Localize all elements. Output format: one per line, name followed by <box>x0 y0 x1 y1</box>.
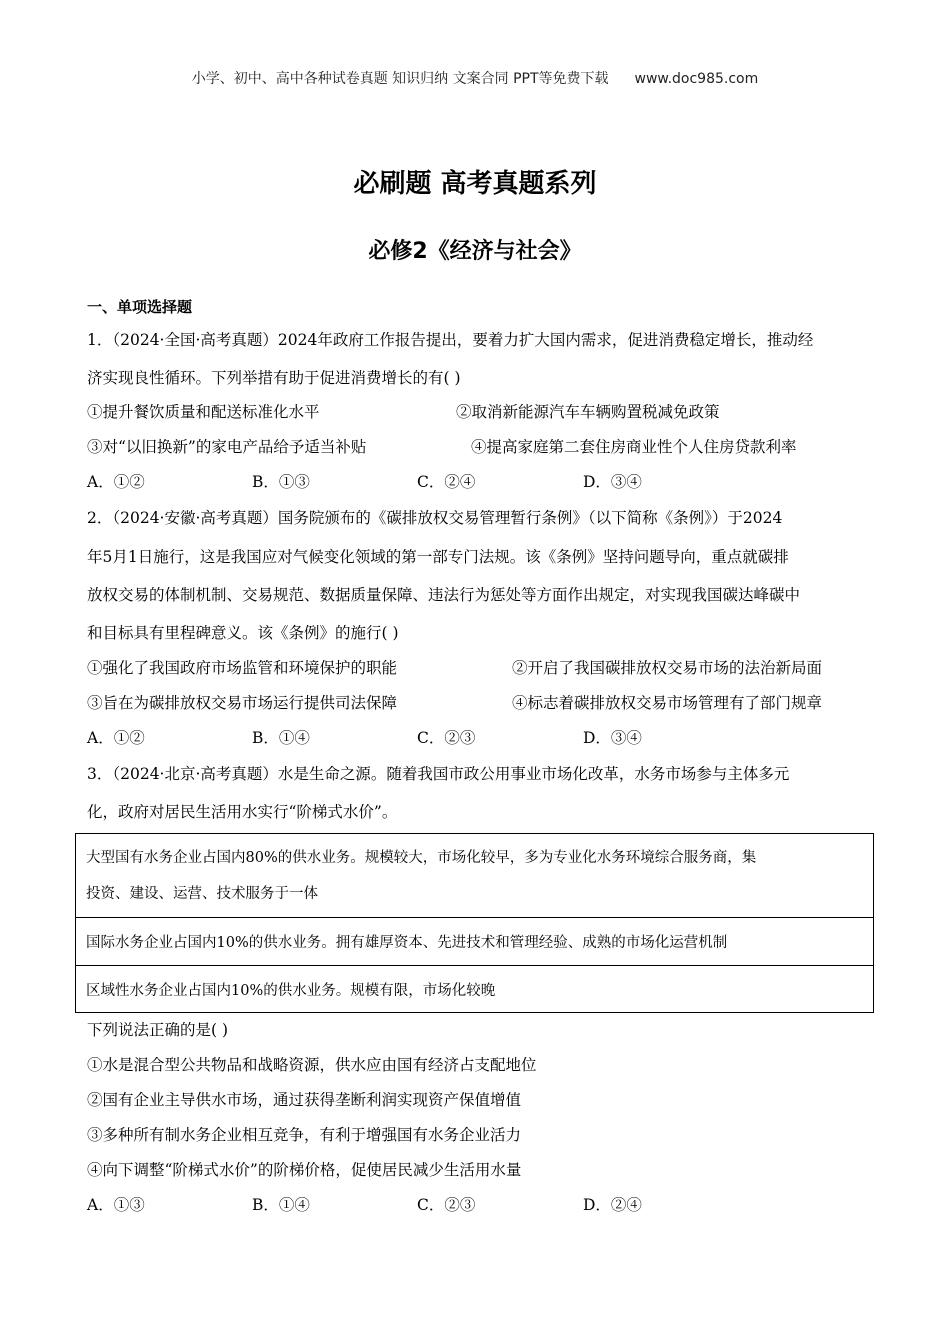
q1-item-3: ③对“以旧换新”的家电产品给予适当补贴 <box>87 438 367 456</box>
q3-item-4: ④向下调整“阶梯式水价”的阶梯价格，促使居民减少生活用水量 <box>87 1161 522 1179</box>
table-cell-line: 投资、建设、运营、技术服务于一体 <box>86 885 318 902</box>
header-text: 小学、初中、高中各种试卷真题 知识归纳 文案合同 PPT等免费下载 <box>191 71 609 87</box>
q2-choice-c[interactable]: C．②③ <box>417 729 476 747</box>
water-market-table <box>75 833 874 1013</box>
q2-stem-line-4: 和目标具有里程碑意义。该《条例》的施行( ) <box>87 624 399 642</box>
q3-item-3: ③多种所有制水务企业相互竞争，有利于增强国有水务企业活力 <box>87 1126 522 1144</box>
q2-item-1: ①强化了我国政府市场监管和环境保护的职能 <box>87 659 398 677</box>
q3-prompt: 下列说法正确的是( ) <box>87 1021 229 1039</box>
table-row <box>76 966 874 1013</box>
q2-choice-b[interactable]: B．①④ <box>252 729 310 747</box>
q2-choice-d[interactable]: D．③④ <box>583 729 642 747</box>
q3-choice-a[interactable]: A．①③ <box>87 1196 145 1214</box>
q1-choice-d[interactable]: D．③④ <box>583 473 642 491</box>
q1-choice-a[interactable]: A．①② <box>87 473 145 491</box>
q3-item-2: ②国有企业主导供水市场，通过获得垄断利润实现资产保值增值 <box>87 1091 522 1109</box>
q1-stem-line-1: 1．（2024·全国·高考真题）2024年政府工作报告提出，要着力扩大国内需求，促进消费稳定增长，推动经 <box>87 331 814 349</box>
header-url[interactable]: www.doc985.com <box>634 71 759 87</box>
page-header <box>0 68 950 88</box>
q1-item-2: ②取消新能源汽车车辆购置税减免政策 <box>456 403 720 421</box>
table-row <box>76 834 874 918</box>
q2-stem-line-2: 年5月1日施行，这是我国应对气候变化领域的第一部专门法规。该《条例》坚持问题导向，重点就碳排 <box>87 548 789 566</box>
page-title: 必刷题 高考真题系列 <box>353 169 597 199</box>
table-cell-regional: 区域性水务企业占国内10%的供水业务。规模有限，市场化较晚 <box>76 966 874 1013</box>
table-cell-international: 国际水务企业占国内10%的供水业务。拥有雄厚资本、先进技术和管理经验、成熟的市场化运营机制 <box>76 918 874 966</box>
table-row <box>76 918 874 966</box>
q2-stem-line-1: 2．（2024·安徽·高考真题）国务院颁布的《碳排放权交易管理暂行条例》（以下简称《条例》）于2024 <box>87 509 783 527</box>
table-cell-line: 大型国有水务企业占国内80%的供水业务。规模较大，市场化较早，多为专业化水务环境综合服务商，集 <box>86 849 757 866</box>
table-cell-state-owned <box>76 834 874 918</box>
q2-stem-line-3: 放权交易的体制机制、交易规范、数据质量保障、违法行为惩处等方面作出规定，对实现我国碳达峰碳中 <box>87 586 801 604</box>
q2-choice-a[interactable]: A．①② <box>87 729 145 747</box>
q3-stem-line-1: 3．（2024·北京·高考真题）水是生命之源。随着我国市政公用事业市场化改革，水务市场参与主体多元 <box>87 765 790 783</box>
page-subtitle: 必修2《经济与社会》 <box>368 239 582 264</box>
q1-stem-line-2: 济实现良性循环。下列举措有助于促进消费增长的有( ) <box>87 369 461 387</box>
q1-item-1: ①提升餐饮质量和配送标准化水平 <box>87 403 320 421</box>
q1-item-4: ④提高家庭第二套住房商业性个人住房贷款利率 <box>471 438 797 456</box>
section-heading: 一、单项选择题 <box>87 298 193 316</box>
q3-choice-d[interactable]: D．②④ <box>583 1196 642 1214</box>
q2-item-3: ③旨在为碳排放权交易市场运行提供司法保障 <box>87 694 398 712</box>
q3-stem-line-2: 化，政府对居民生活用水实行“阶梯式水价”。 <box>87 803 398 821</box>
q3-choice-b[interactable]: B．①④ <box>252 1196 310 1214</box>
q2-item-4: ④标志着碳排放权交易市场管理有了部门规章 <box>512 694 823 712</box>
q1-choice-b[interactable]: B．①③ <box>252 473 310 491</box>
q3-choice-c[interactable]: C．②③ <box>417 1196 476 1214</box>
q2-item-2: ②开启了我国碳排放权交易市场的法治新局面 <box>512 659 823 677</box>
q1-choice-c[interactable]: C．②④ <box>417 473 476 491</box>
q3-item-1: ①水是混合型公共物品和战略资源，供水应由国有经济占支配地位 <box>87 1056 537 1074</box>
